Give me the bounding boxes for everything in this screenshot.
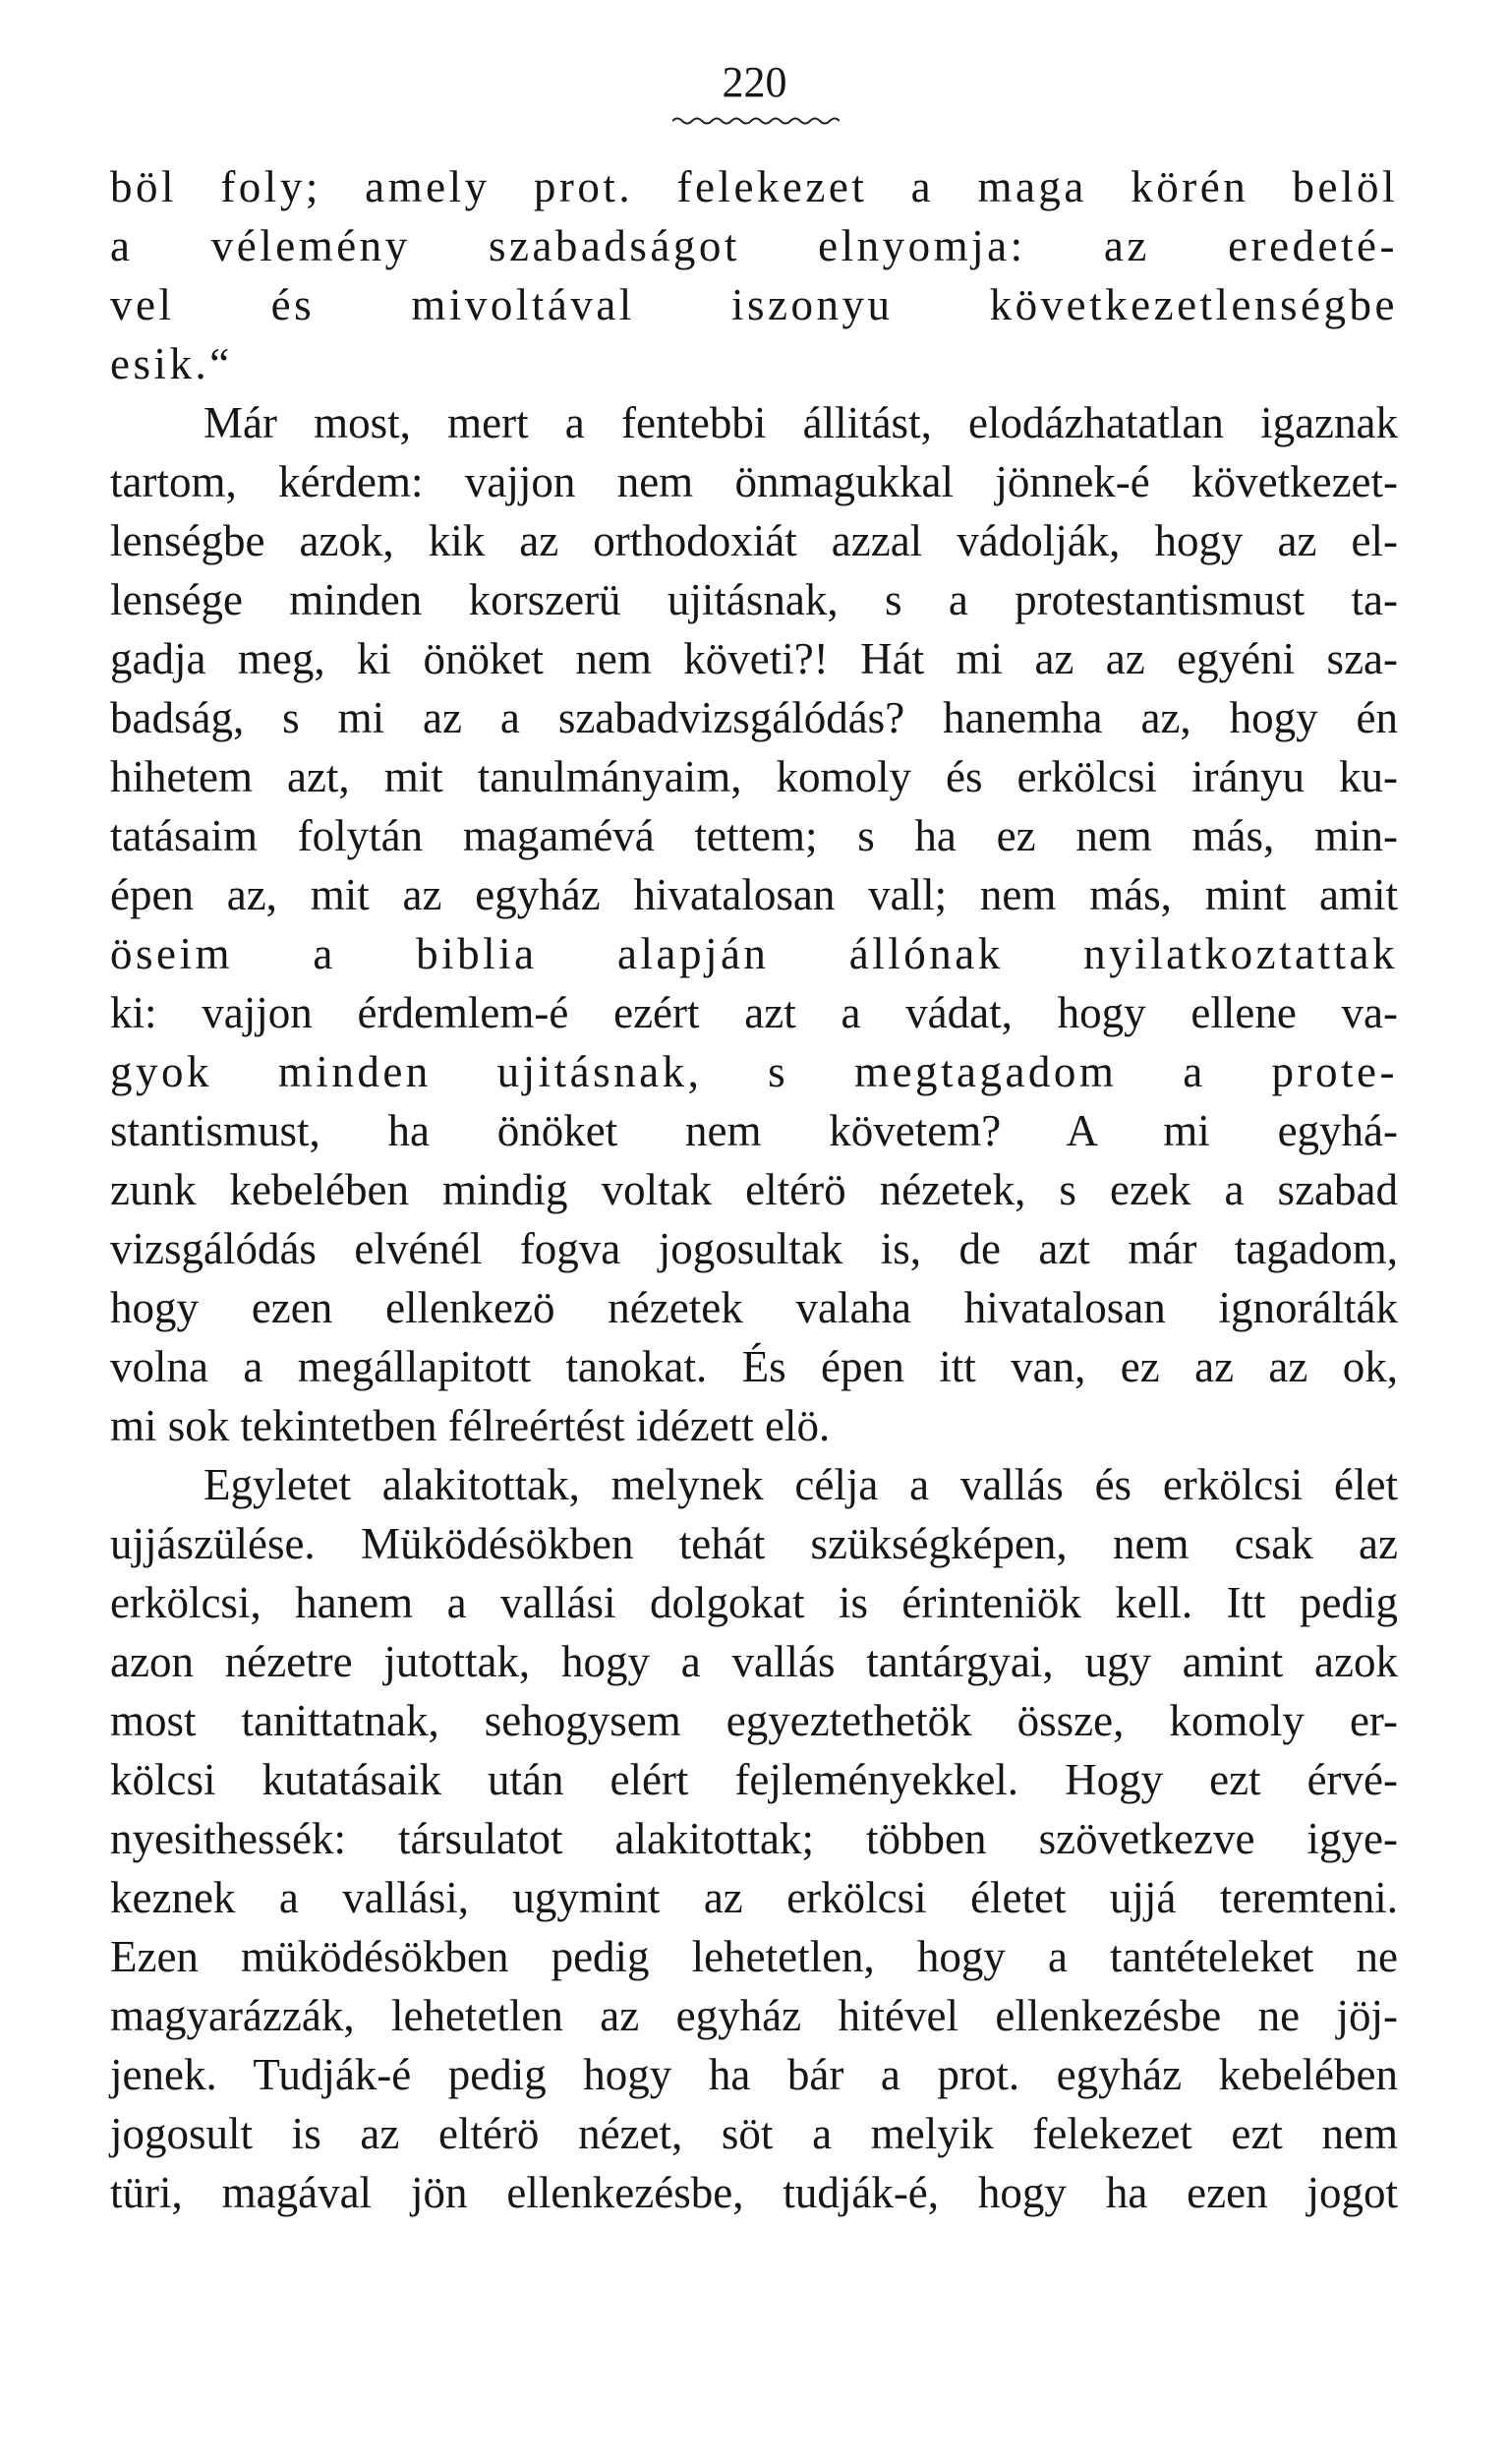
text-line: ujjászülése. Müködésökben tehát szükségképen, nem csak az (110, 1519, 1398, 1568)
text-line: jogosult is az eltérö nézet, söt a melyik felekezet ezt nem (110, 2109, 1398, 2158)
text-line: erkölcsi, hanem a vallási dolgokat is érinteniök kell. Itt pedig (110, 1578, 1398, 1627)
text-line: badság, s mi az a szabadvizsgálódás? hanemha az, hogy én (110, 693, 1398, 742)
text-line: nyesithessék: társulatot alakitottak; többen szövetkezve igye- (110, 1814, 1398, 1863)
text-line: zunk kebelében mindig voltak eltérö nézetek, s ezek a szabad (110, 1165, 1398, 1214)
text-line: épen az, mit az egyház hivatalosan vall; nem más, mint amit (110, 870, 1398, 919)
text-line: stantismust, ha önöket nem követem? A mi egyhá- (110, 1106, 1398, 1155)
text-line: türi, magával jön ellenkezésbe, tudják-é, hogy ha ezen jogot (110, 2168, 1398, 2217)
text-line: kölcsi kutatásaik után elért fejleményekkel. Hogy ezt érvé- (110, 1755, 1398, 1804)
text-line: hogy ezen ellenkezö nézetek valaha hivatalosan ignorálták (110, 1283, 1398, 1332)
page-number: 220 (722, 58, 787, 106)
text-line: azon nézetre jutottak, hogy a vallás tantárgyai, ugy amint azok (110, 1637, 1398, 1686)
text-line: lensége minden korszerü ujitásnak, s a protestantismust ta- (110, 575, 1398, 624)
text-line: vizsgálódás elvénél fogva jogosultak is, de azt már tagadom, (110, 1224, 1398, 1273)
text-line: tatásaim folytán magamévá tettem; s ha ez nem más, min- (110, 811, 1398, 860)
text-line: öseim a biblia alapján állónak nyilatkoztattak (110, 929, 1398, 978)
text-line: esik.“ (110, 339, 233, 388)
text-line: tartom, kérdem: vajjon nem önmagukkal jönnek-é következet- (110, 457, 1398, 506)
text-line: jenek. Tudják-é pedig hogy ha bár a prot. egyház kebelében (110, 2050, 1398, 2099)
text-line: Ezen müködésökben pedig lehetetlen, hogy a tantételeket ne (110, 1932, 1398, 1981)
text-line: gadja meg, ki önöket nem követi?! Hát mi az az egyéni sza- (110, 634, 1398, 683)
body-text (110, 157, 1398, 2222)
wavy-rule (672, 116, 840, 126)
text-line: vel és mivoltával iszonyu következetlenségbe (110, 280, 1398, 329)
text-line: most tanittatnak, sehogysem egyeztethetök össze, komoly er- (110, 1696, 1398, 1745)
text-line: böl foly; amely prot. felekezet a maga körén belöl (110, 162, 1398, 211)
text-line: mi sok tekintetben félreértést idézett elö. (110, 1401, 831, 1450)
text-line: Egyletet alakitottak, melynek célja a vallás és erkölcsi élet (203, 1460, 1398, 1509)
text-line: hihetem azt, mit tanulmányaim, komoly és erkölcsi irányu ku- (110, 752, 1398, 801)
text-line: keznek a vallási, ugymint az erkölcsi életet ujjá teremteni. (110, 1873, 1398, 1922)
text-line: magyarázzák, lehetetlen az egyház hitével ellenkezésbe ne jöj- (110, 1991, 1398, 2040)
text-line: lenségbe azok, kik az orthodoxiát azzal vádolják, hogy az el- (110, 516, 1398, 565)
text-line: ki: vajjon érdemlem-é ezért azt a vádat, hogy ellene va- (110, 988, 1398, 1037)
text-line: Már most, mert a fentebbi állitást, elodázhatatlan igaznak (203, 398, 1398, 447)
text-line: a vélemény szabadságot elnyomja: az eredeté- (110, 221, 1398, 270)
text-line: volna a megállapitott tanokat. És épen itt van, ez az az ok, (110, 1342, 1398, 1391)
text-line: gyok minden ujitásnak, s megtagadom a prote- (110, 1047, 1398, 1096)
